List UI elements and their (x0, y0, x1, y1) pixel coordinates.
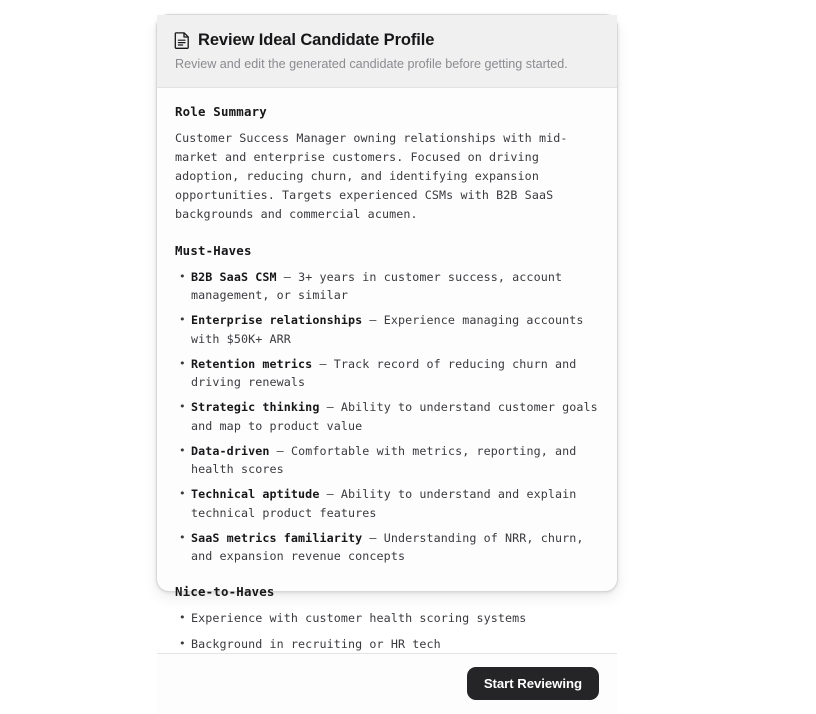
list-item-detail: Track record of reducing churn and driving renewals (191, 356, 577, 390)
list-item (175, 609, 599, 627)
list-item-detail: 3+ years in customer success, account management, or similar (191, 269, 563, 303)
section-heading: Role Summary (175, 104, 267, 120)
list-item: • Enterprise relationships — Experience managing accounts with $50K+ ARR (175, 311, 599, 348)
list-item: • Technical aptitude — Ability to understand and explain technical product features (175, 485, 599, 522)
list-item-term: SaaS metrics familiarity (191, 530, 363, 545)
page-title: Review Ideal Candidate Profile (198, 31, 435, 49)
list-item-detail: Ability to understand and explain technical product features (191, 487, 577, 520)
card-footer (157, 653, 617, 714)
profile-content[interactable] (157, 88, 617, 653)
card-title-row (175, 31, 599, 49)
must-haves-list (175, 268, 599, 566)
list-item-detail: Understanding of NRR, churn, and expansion revenue concepts (191, 530, 584, 564)
list-item-detail: Ability to understand customer goals and map to product value (191, 400, 598, 433)
list-item: • SaaS metrics familiarity — Understanding of NRR, churn, and expansion revenue concepts (175, 529, 599, 566)
list-item-term: Data-driven (191, 443, 270, 458)
card-header (157, 15, 617, 88)
list-item: • Retention metrics — Track record of reducing churn and driving renewals (175, 355, 599, 392)
list-item: • Strategic thinking — Ability to understand customer goals and map to product value (175, 398, 599, 435)
list-item: • Data-driven — Comfortable with metrics, reporting, and health scores (175, 442, 599, 479)
card-subtitle: Review and edit the generated candidate profile before getting started. (175, 57, 568, 72)
list-item-detail: Experience managing accounts with $50K+ ARR (191, 313, 584, 346)
list-item-detail: Comfortable with metrics, reporting, and health scores (191, 443, 577, 477)
nice-to-haves-list (175, 609, 599, 653)
start-reviewing-button[interactable]: Start Reviewing (467, 667, 599, 700)
list-item-term: Enterprise relationships (191, 313, 363, 328)
list-item-detail: Experience with customer health scoring systems (191, 611, 527, 626)
review-candidate-profile-card (156, 14, 618, 691)
section-heading: Must-Haves (175, 242, 252, 258)
section-heading: Nice-to-Haves (175, 584, 275, 600)
section-role-summary (175, 104, 599, 224)
section-nice-to-haves (175, 584, 599, 653)
section-must-haves (175, 243, 599, 566)
document-icon (175, 32, 190, 49)
list-item (175, 635, 599, 653)
list-item-term: Strategic thinking (191, 400, 320, 415)
list-item: • B2B SaaS CSM — 3+ years in customer success, account management, or similar (175, 268, 599, 305)
role-summary-text: Customer Success Manager owning relationships with mid-market and enterprise customers. Focused on driving adoption, reducing churn, and identifying expansion opportunities. Targets experienced CSMs with B2B SaaS backgrounds and commercial acumen. (175, 131, 568, 221)
list-item-term: Retention metrics (191, 356, 313, 371)
list-item-detail: Background in recruiting or HR tech (191, 636, 441, 651)
list-item-term: Technical aptitude (191, 487, 320, 502)
list-item-term: B2B SaaS CSM (191, 269, 277, 284)
